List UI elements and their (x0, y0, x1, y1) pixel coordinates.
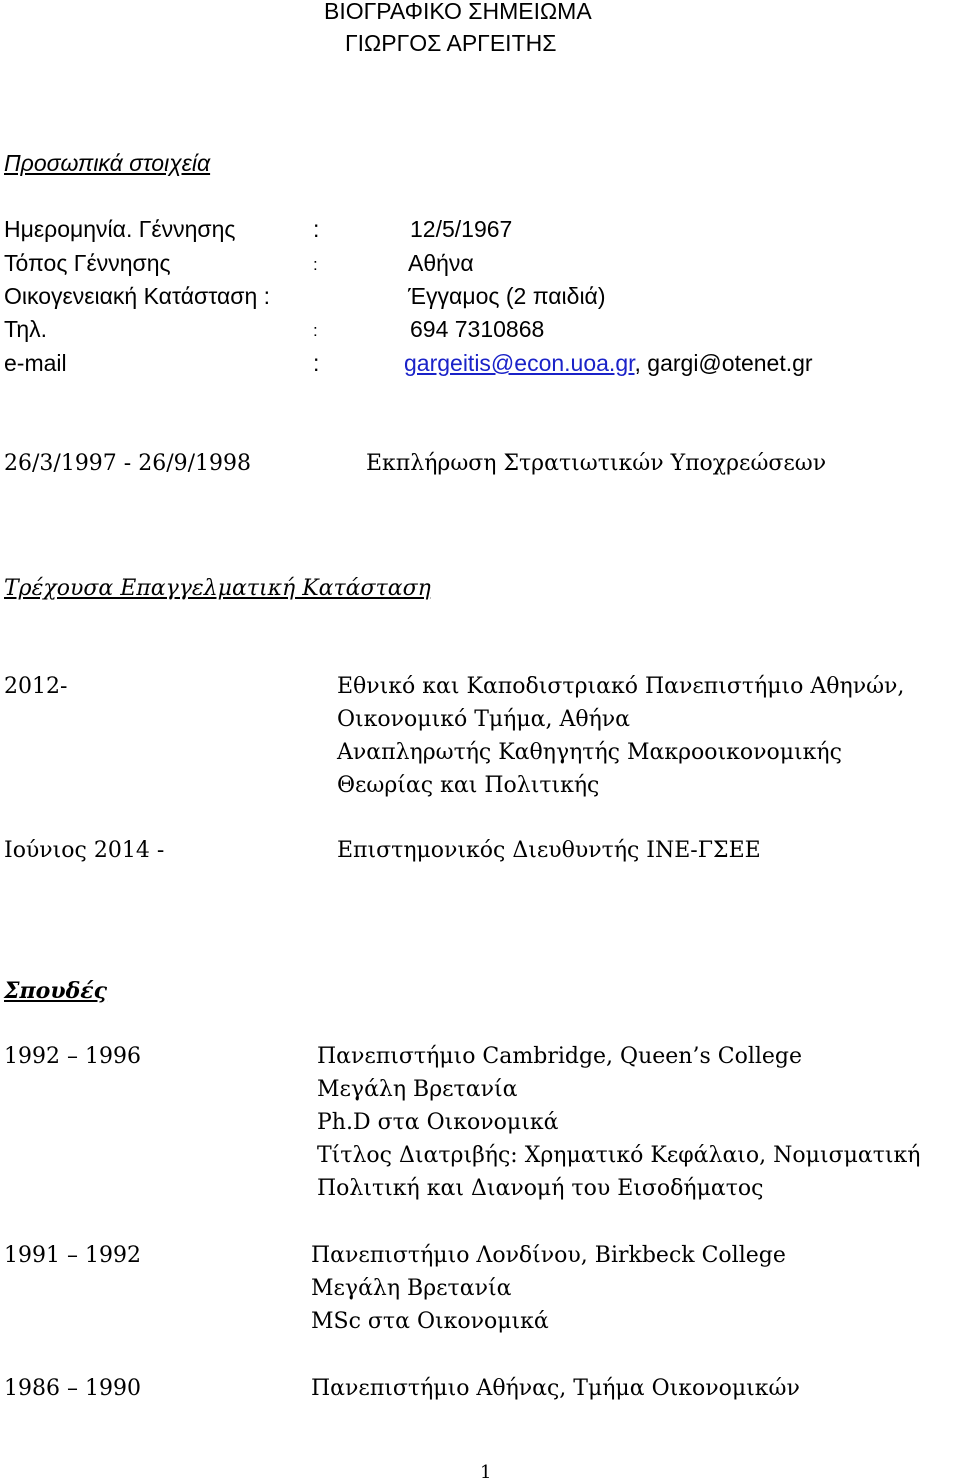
birthdate-sep: : (313, 216, 320, 242)
marital-value: Έγγαμος (2 παιδιά) (408, 283, 606, 309)
email-link[interactable]: gargeitis@econ.uoa.gr (404, 350, 635, 376)
military-period: 26/3/1997 - 26/9/1998 (4, 451, 252, 476)
birthdate-value: 12/5/1967 (410, 216, 513, 242)
studies-line: MSc στα Οικονομικά (311, 1309, 549, 1334)
current-line: Αναπληρωτής Καθηγητής Μακροοικονομικής (337, 740, 842, 765)
studies-period-1986: 1986 – 1990 (4, 1376, 141, 1401)
current-line: Οικονομικό Τμήμα, Αθήνα (337, 707, 631, 732)
email-sep: : (313, 350, 320, 376)
current-line: Επιστημονικός Διευθυντής ΙΝΕ-ΓΣΕΕ (337, 838, 761, 863)
studies-line: Ph.D στα Οικονομικά (317, 1110, 559, 1135)
studies-period-1992: 1992 – 1996 (4, 1044, 141, 1069)
email-line (404, 352, 813, 375)
phone-sep: : (313, 321, 318, 340)
email-label: e-mail (4, 350, 67, 376)
studies-line: Πανεπιστήμιο Αθήνας, Τμήμα Οικονομικών (311, 1376, 800, 1401)
page-number: 1 (480, 1462, 492, 1483)
current-heading: Τρέχουσα Επαγγελματική Κατάσταση (4, 576, 431, 601)
birthplace-sep: : (313, 255, 318, 274)
person-name: ΓΙΩΡΓΟΣ ΑΡΓΕΙΤΗΣ (345, 30, 557, 56)
phone-value: 694 7310868 (410, 316, 545, 342)
current-period-2012: 2012- (4, 674, 68, 699)
birthplace-value: Αθήνα (408, 250, 474, 276)
studies-line: Πανεπιστήμιο Λονδίνου, Birkbeck College (311, 1243, 786, 1268)
birthplace-label: Τόπος Γέννησης (4, 250, 171, 276)
studies-line: Τίτλος Διατριβής: Χρηματικό Κεφάλαιο, Νομισματική (317, 1143, 921, 1168)
current-period-2014: Ιούνιος 2014 - (4, 838, 165, 863)
studies-line: Μεγάλη Βρετανία (311, 1276, 512, 1301)
birthdate-label: Ημερομηνία. Γέννησης (4, 216, 236, 242)
current-line: Εθνικό και Καποδιστριακό Πανεπιστήμιο Αθηνών, (337, 674, 905, 699)
studies-line: Πολιτική και Διανομή του Εισοδήματος (317, 1176, 764, 1201)
marital-label: Οικογενειακή Κατάσταση : (4, 283, 271, 309)
studies-period-1991: 1991 – 1992 (4, 1243, 141, 1268)
personal-heading: Προσωπικά στοιχεία (4, 150, 211, 176)
current-line: Θεωρίας και Πολιτικής (337, 773, 600, 798)
military-text: Εκπλήρωση Στρατιωτικών Υποχρεώσεων (366, 451, 827, 476)
email-secondary: , gargi@otenet.gr (634, 350, 813, 376)
studies-heading: Σπουδές (4, 978, 108, 1004)
studies-line: Πανεπιστήμιο Cambridge, Queen’s College (317, 1044, 803, 1069)
studies-line: Μεγάλη Βρετανία (317, 1077, 518, 1102)
document-title: ΒΙΟΓΡΑΦΙΚΟ ΣΗΜΕΙΩΜΑ (324, 0, 592, 24)
phone-label: Τηλ. (4, 316, 48, 342)
